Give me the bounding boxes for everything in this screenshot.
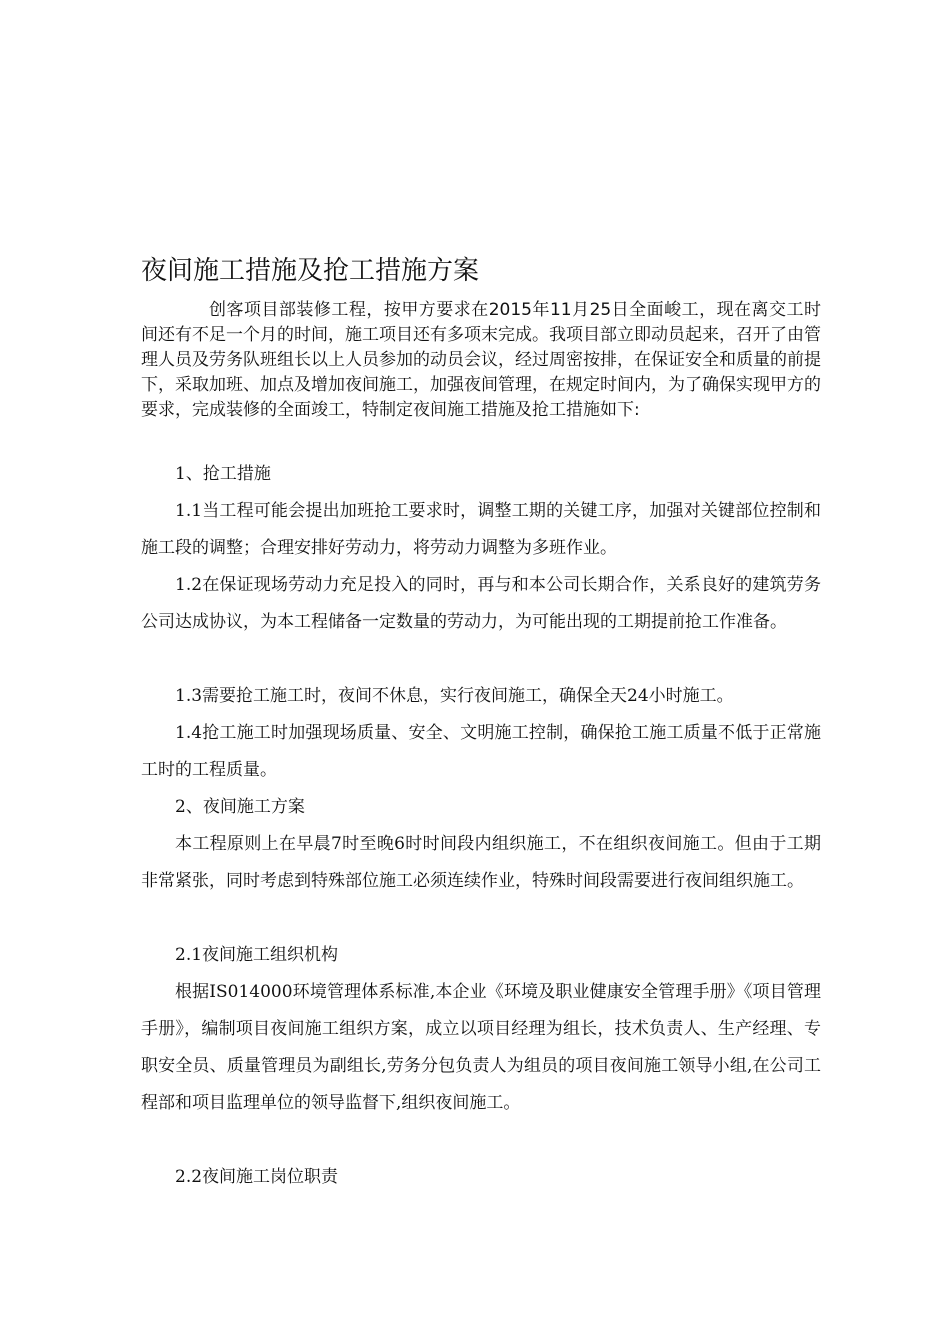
paragraph-1-3: 1.3需要抢工施工时，夜间不休息，实行夜间施工，确保全天24小时施工。: [175, 686, 734, 706]
document-title: 夜间施工措施及抢工措施方案: [141, 256, 480, 286]
section-2-1-heading: 2.1夜间施工组织机构: [175, 945, 339, 965]
paragraph-1-2: 1.2在保证现场劳动力充足投入的同时，再与和本公司长期合作，关系良好的建筑劳务公司达成协议，为本工程储备一定数量的劳动力，为可能出现的工期提前抢工作准备。: [141, 575, 821, 632]
paragraph-1-1: 1.1当工程可能会提出加班抢工要求时，调整工期的关键工序，加强对关键部位控制和施工段的调整；合理安排好劳动力，将劳动力调整为多班作业。: [141, 501, 821, 558]
section-1-heading: 1、抢工措施: [175, 464, 271, 484]
paragraph-2-body: 本工程原则上在早晨7时至晚6时时间段内组织施工，不在组织夜间施工。但由于工期非常紧张，同时考虑到特殊部位施工必须连续作业，特殊时间段需要进行夜间组织施工。: [141, 834, 821, 891]
section-2-heading: 2、夜间施工方案: [175, 797, 305, 817]
section-2-2-heading: 2.2夜间施工岗位职责: [175, 1167, 339, 1187]
paragraph-2-1-body: 根据IS014000环境管理体系标准,本企业《环境及职业健康安全管理手册》《项目管理手册》，编制项目夜间施工组织方案，成立以项目经理为组长，技术负责人、生产经理、专职安全员、质量管理员为副组长,劳务分包负责人为组员的项目夜间施工领导小组,在公司工程部和项目监理单位的领导监督下,组织夜间施工。: [141, 982, 821, 1113]
intro-paragraph: 创客项目部装修工程，按甲方要求在2015年11月25日全面峻工，现在离交工时间还有不足一个月的时间，施工项目还有多项末完成。我项目部立即动员起来，召开了由管理人员及劳务队班组长以上人员参加的动员会议，经过周密按排，在保证安全和质量的前提下，采取加班、加点及增加夜间施工，加强夜间管理，在规定时间内，为了确保实现甲方的要求，完成装修的全面竣工，特制定夜间施工措施及抢工措施如下:: [141, 300, 821, 420]
paragraph-1-4: 1.4抢工施工时加强现场质量、安全、文明施工控制，确保抢工施工质量不低于正常施工时的工程质量。: [141, 723, 821, 780]
